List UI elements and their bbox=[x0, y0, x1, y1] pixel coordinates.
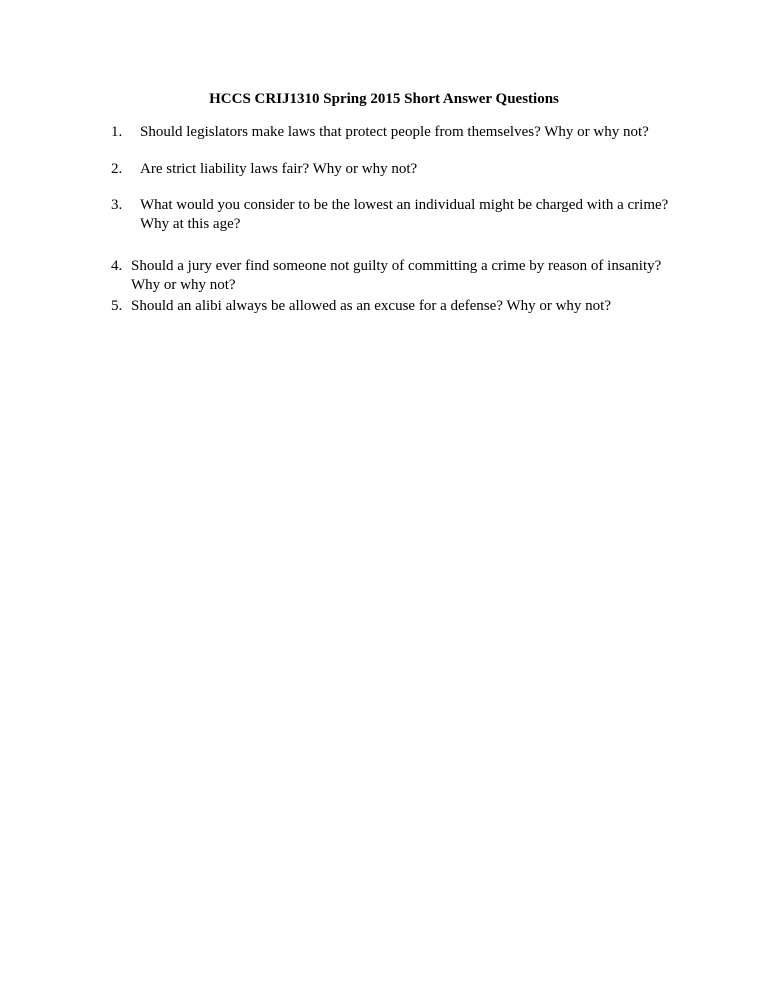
question-line: Should an alibi always be allowed as an excuse for a defense? Why or why not? bbox=[131, 298, 611, 314]
question-text bbox=[131, 257, 661, 295]
question-line: Should legislators make laws that protect people from themselves? Why or why not? bbox=[140, 124, 649, 140]
question-number: 1. bbox=[111, 124, 123, 140]
question-number: 3. bbox=[111, 197, 123, 213]
question-number: 2. bbox=[111, 161, 123, 177]
question-number: 4. bbox=[111, 258, 123, 274]
question-line: Are strict liability laws fair? Why or why not? bbox=[140, 161, 418, 177]
question-text bbox=[140, 196, 668, 234]
question-line: Why or why not? bbox=[131, 277, 236, 293]
question-text bbox=[140, 123, 649, 142]
question-text bbox=[140, 160, 417, 179]
question-number: 5. bbox=[111, 298, 123, 314]
document-title: HCCS CRIJ1310 Spring 2015 Short Answer Questions bbox=[209, 91, 559, 107]
question-text bbox=[131, 297, 611, 316]
question-line: Should a jury ever find someone not guilty of committing a crime by reason of insanity? bbox=[131, 258, 662, 274]
question-line: Why at this age? bbox=[140, 216, 241, 232]
question-line: What would you consider to be the lowest an individual might be charged with a crime? bbox=[140, 197, 669, 213]
